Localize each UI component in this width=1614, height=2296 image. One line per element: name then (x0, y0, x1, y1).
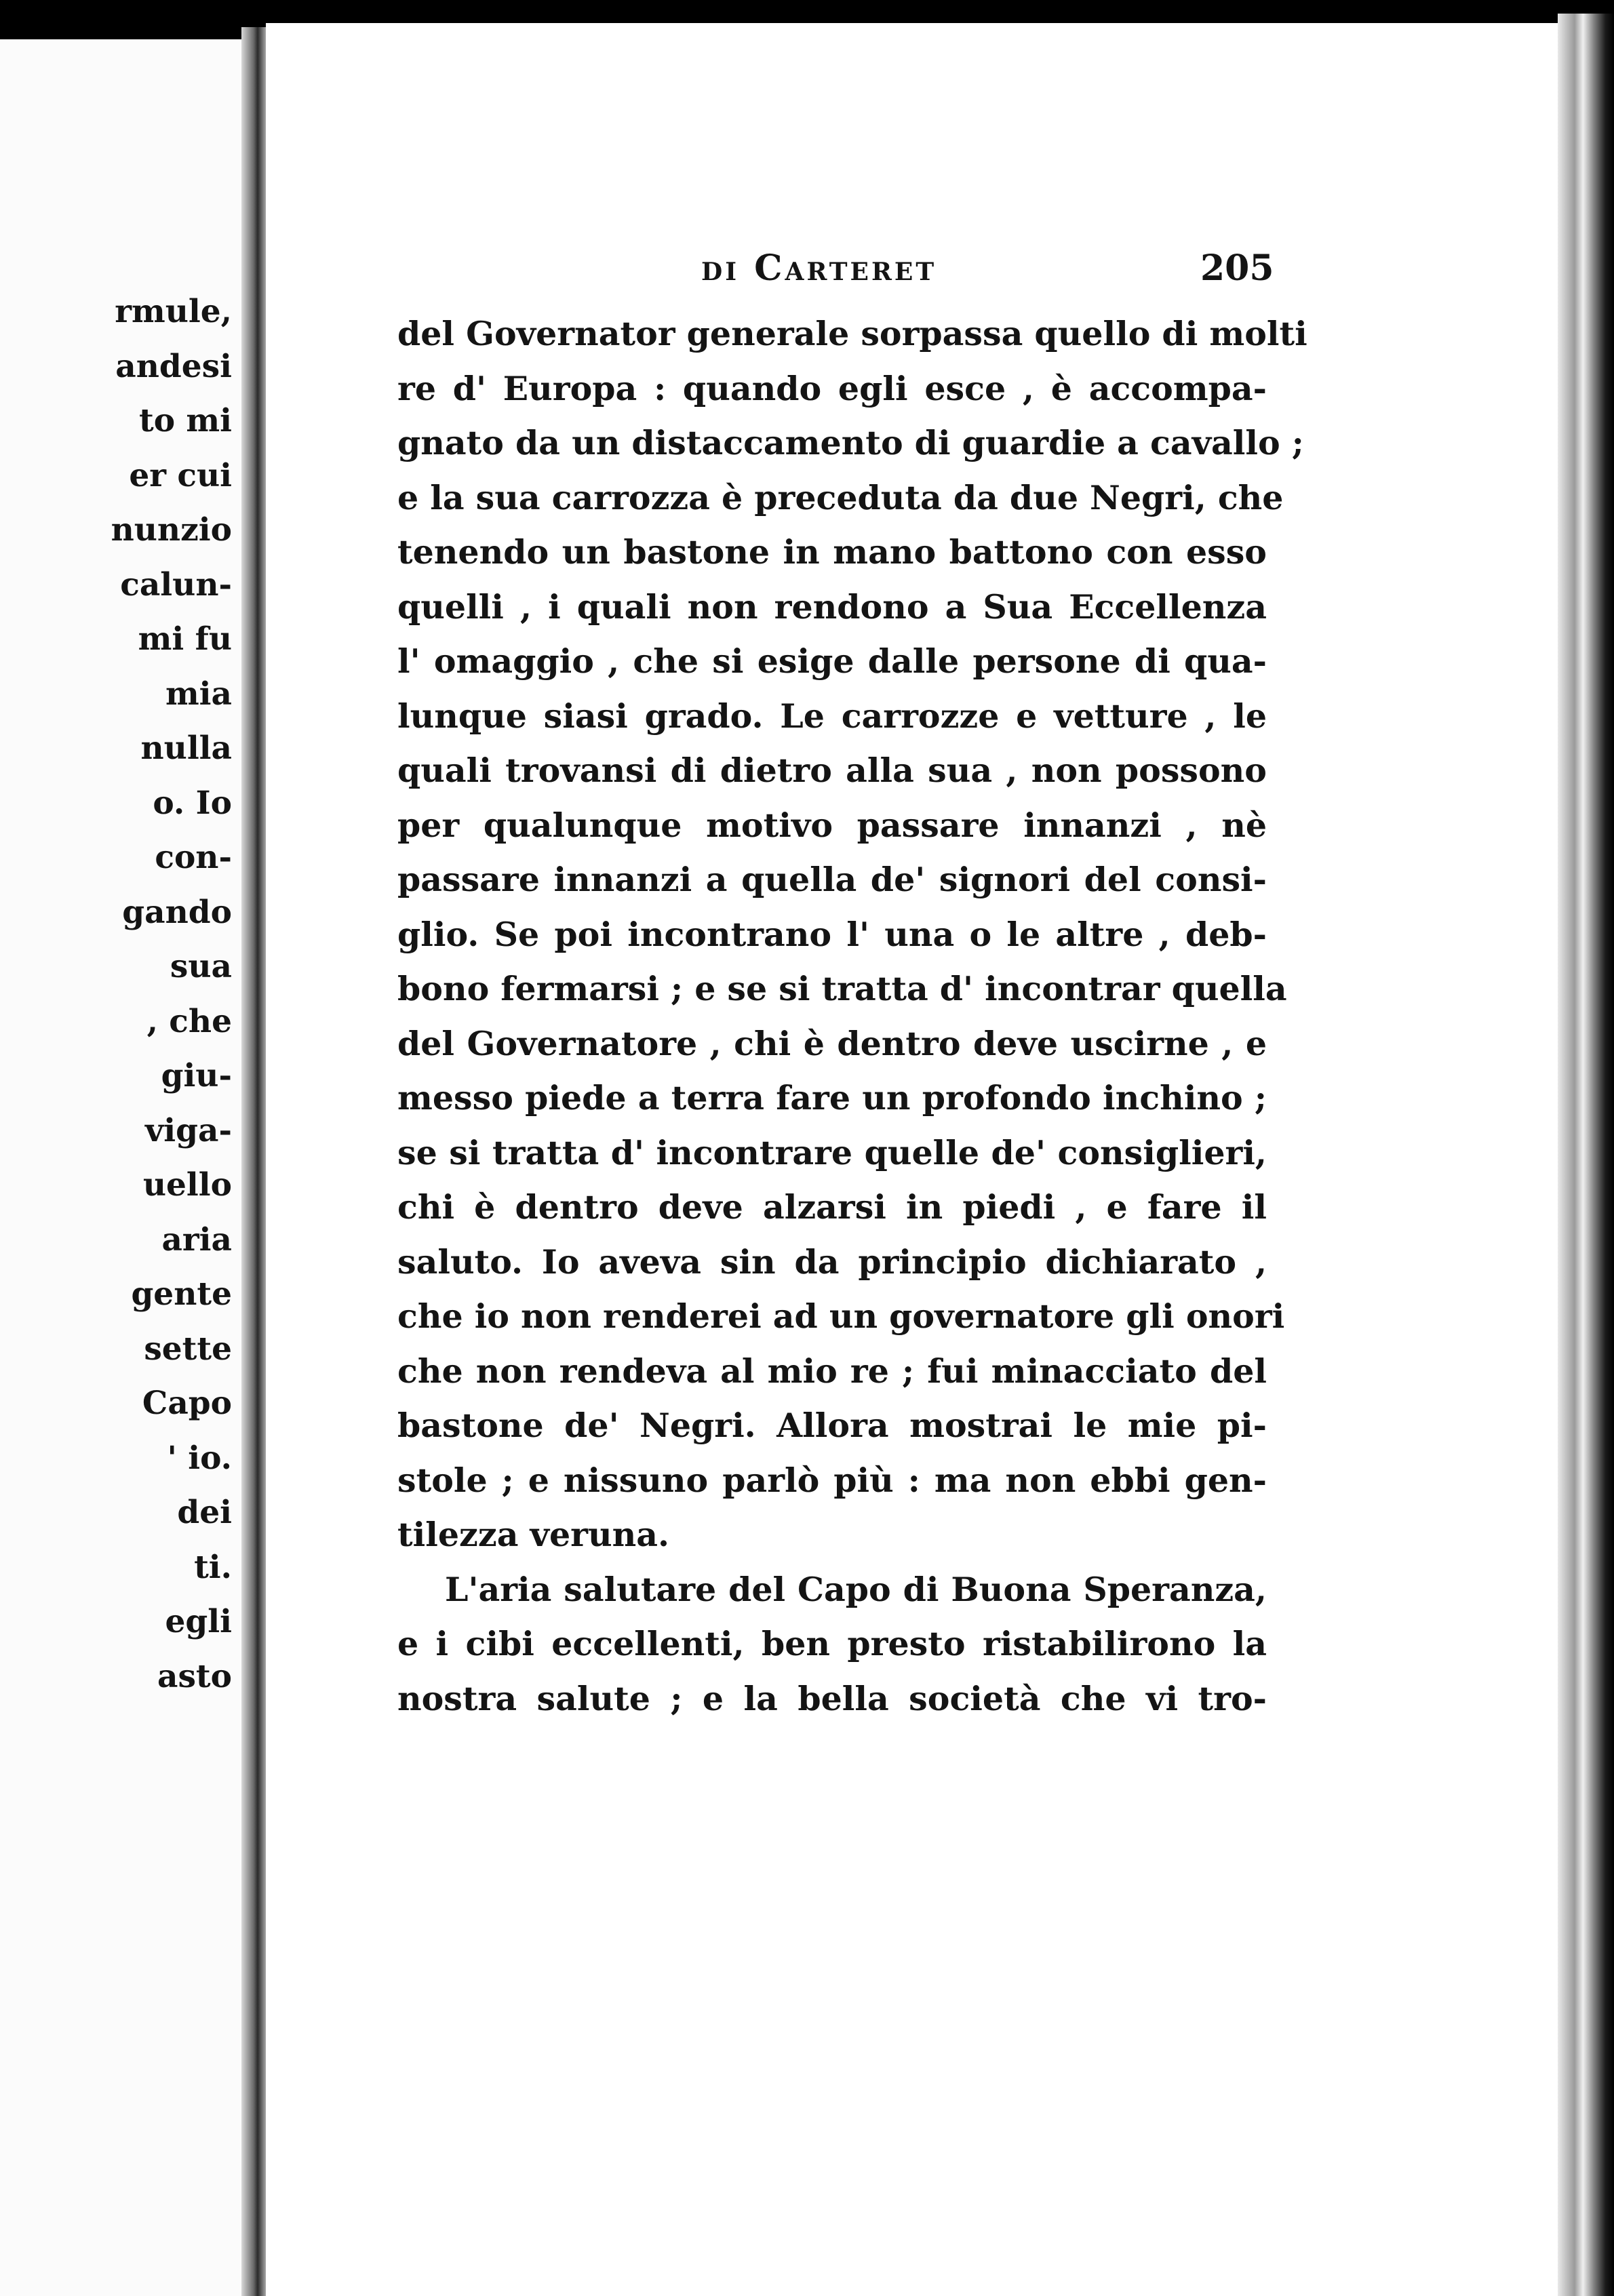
page-number: 205 (1200, 248, 1274, 289)
facing-line: to mi (138, 402, 232, 439)
facing-line: con- (155, 839, 232, 876)
facing-line: Capo (142, 1385, 232, 1422)
text-line: e la sua carrozza è preceduta da due Negri, che (397, 477, 1284, 517)
text-line: messo piede a terra fare un profondo inchino ; (397, 1078, 1267, 1117)
facing-line: rmule, (115, 293, 232, 330)
text-line: che io non renderei ad un governatore gli onori (397, 1297, 1285, 1336)
facing-line: viga- (145, 1111, 232, 1149)
text-line: glio. Se poi incontrano l' una o le altre , deb- (397, 914, 1267, 954)
facing-line: egli (165, 1603, 232, 1640)
text-line: del Governatore , chi è dentro deve uscirne , e (397, 1023, 1267, 1063)
facing-line: gando (122, 893, 232, 931)
facing-line: , che (146, 1002, 232, 1040)
text-line: lunque siasi grado. Le carrozze e vetture , le (397, 696, 1267, 736)
running-head-text: di Carteret (701, 248, 937, 289)
facing-line: er cui (129, 456, 232, 494)
text-line: re d' Europa : quando egli esce , è accompa- (397, 368, 1267, 408)
text-line: per qualunque motivo passare innanzi , nè (397, 805, 1267, 845)
text-line: che non rendeva al mio re ; fui minacciato del (397, 1351, 1267, 1391)
text-line: nostra salute ; e la bella società che vi tro- (397, 1678, 1267, 1718)
text-line: l' omaggio , che si esige dalle persone di qua- (397, 641, 1267, 681)
facing-page-text (111, 285, 232, 1704)
page-edges (1558, 14, 1614, 2296)
facing-line: aria (161, 1221, 232, 1259)
facing-line: mi fu (138, 620, 232, 658)
facing-line: o. Io (153, 784, 232, 822)
facing-line: calun- (120, 566, 232, 603)
text-line: bono fermarsi ; e se si tratta d' incontrar quella (397, 969, 1287, 1008)
facing-line: nunzio (111, 511, 232, 549)
text-line: L'aria salutare del Capo di Buona Speranza, (445, 1569, 1267, 1609)
text-line: chi è dentro deve alzarsi in piedi , e fare il (397, 1187, 1267, 1227)
running-head (701, 248, 937, 289)
facing-line: mia (165, 675, 232, 713)
facing-line: ' io. (167, 1439, 232, 1477)
facing-line: ti. (194, 1548, 232, 1586)
book-gutter (241, 27, 269, 2296)
text-line: bastone de' Negri. Allora mostrai le mie pi- (397, 1406, 1267, 1445)
facing-line: gente (131, 1275, 232, 1313)
facing-line: sua (170, 948, 232, 985)
text-line: tilezza veruna. (397, 1515, 670, 1554)
text-line: e i cibi eccellenti, ben presto ristabilirono la (397, 1624, 1267, 1663)
text-line: stole ; e nissuno parlò più : ma non ebbi gen- (397, 1460, 1267, 1500)
facing-line: nulla (140, 730, 232, 767)
facing-line: sette (144, 1330, 232, 1368)
text-line: del Governator generale sorpassa quello di molti (397, 314, 1307, 353)
text-line: se si tratta d' incontrare quelle de' consiglieri, (397, 1132, 1267, 1172)
text-line: passare innanzi a quella de' signori del consi- (397, 860, 1267, 899)
text-line: gnato da un distaccamento di guardie a cavallo ; (397, 423, 1304, 462)
facing-line: asto (157, 1657, 232, 1695)
text-line: quali trovansi di dietro alla sua , non possono (397, 751, 1267, 790)
text-line: quelli , i quali non rendono a Sua Eccellenza (397, 587, 1267, 627)
text-line: saluto. Io aveva sin da principio dichiarato , (397, 1242, 1267, 1282)
facing-line: andesi (115, 347, 232, 385)
facing-line: dei (177, 1494, 232, 1531)
text-line: tenendo un bastone in mano battono con esso (397, 532, 1267, 572)
facing-line: giu- (161, 1057, 232, 1094)
facing-line: uello (142, 1166, 232, 1204)
facing-page-left (0, 39, 244, 2296)
body-text (397, 306, 1307, 1726)
